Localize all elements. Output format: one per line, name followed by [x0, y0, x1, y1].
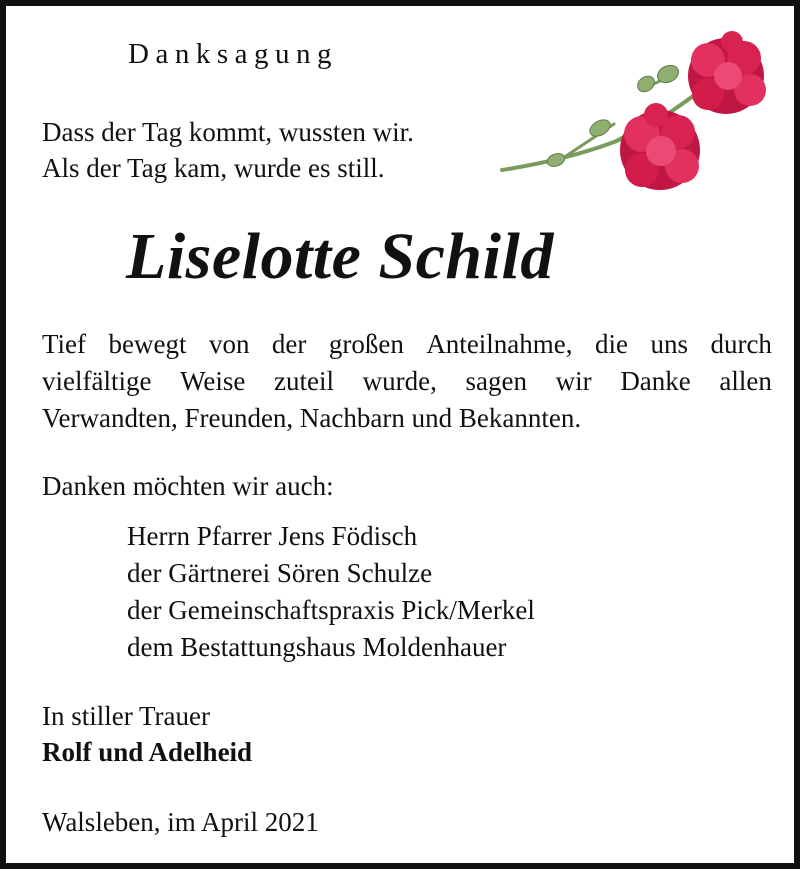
motto-line: Als der Tag kam, wurde es still. — [42, 153, 385, 183]
thanks-line-3: Verwandten, Freunden, Nachbarn und Bekannten. — [42, 403, 582, 433]
word: die — [595, 329, 628, 359]
word: vielfältige — [42, 366, 152, 396]
recipient-item: dem Bestattungshaus Moldenhauer — [127, 632, 507, 662]
carnation-bloom-upper — [688, 31, 766, 114]
place-date: Walsleben, im April 2021 — [42, 807, 319, 837]
word: der — [271, 329, 307, 359]
word: wurde, — [362, 366, 437, 396]
word: Weise — [180, 366, 246, 396]
carnation-flowers-icon — [496, 20, 781, 205]
word: großen — [328, 329, 404, 359]
signers: Rolf und Adelheid — [42, 737, 253, 767]
word: allen — [719, 366, 772, 396]
mourning-line: In stiller Trauer — [42, 701, 210, 731]
word: Anteilnahme, — [426, 329, 573, 359]
word: bewegt — [108, 329, 187, 359]
word: sagen — [465, 366, 528, 396]
word: Danke — [620, 366, 691, 396]
word: Tief — [42, 329, 87, 359]
recipient-list — [127, 518, 535, 666]
thanks-paragraph — [42, 326, 772, 437]
also-thank-label: Danken möchten wir auch: — [42, 471, 334, 501]
thanks-line-2 — [42, 363, 772, 400]
recipient-item: Herrn Pfarrer Jens Födisch — [127, 521, 418, 551]
notice-heading: Danksagung — [128, 38, 338, 70]
recipient-item: der Gemeinschaftspraxis Pick/Merkel — [127, 595, 535, 625]
word: wir — [555, 366, 592, 396]
motto-line: Dass der Tag kommt, wussten wir. — [42, 117, 414, 147]
word: von — [208, 329, 250, 359]
mourning-block — [42, 698, 252, 770]
word: durch — [710, 329, 772, 359]
motto — [42, 114, 414, 186]
word: zuteil — [274, 366, 335, 396]
thanks-line-1 — [42, 326, 772, 363]
deceased-name: Liselotte Schild — [126, 220, 554, 293]
carnation-bloom-lower — [620, 103, 700, 190]
word: uns — [650, 329, 688, 359]
recipient-item: der Gärtnerei Sören Schulze — [127, 558, 433, 588]
